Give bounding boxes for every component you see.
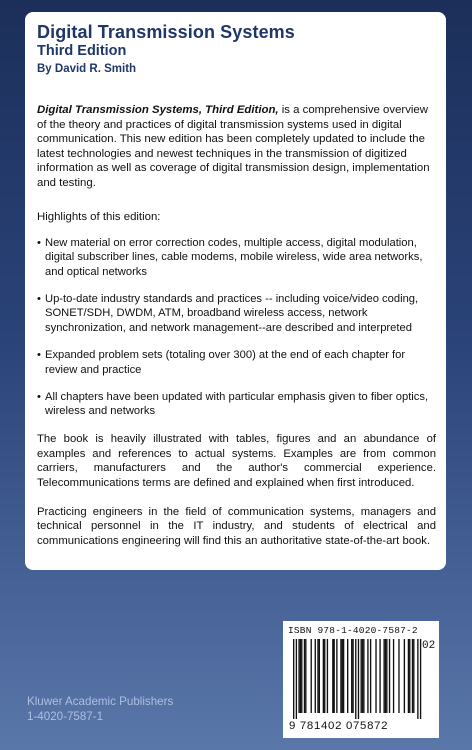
barcode-bar <box>343 639 344 713</box>
barcode-bar <box>351 639 352 713</box>
highlight-text: All chapters have been updated with particular emphasis given to fiber optics, wireless and networks <box>45 391 429 418</box>
highlight-text: New material on error correction codes, multiple access, digital modulation, digital subscriber lines, cable modems, mobile wireless, wide area networks, and optical networks <box>45 237 423 278</box>
barcode-bar <box>296 639 297 719</box>
illustrated-paragraph: The book is heavily illustrated with tables, figures and an abundance of examples and references to actual systems. Examples are from common carriers, manufacturers and the author's commercial experience. Telecommunications terms are defined and explained when first introduced. <box>37 433 436 489</box>
barcode-bar <box>409 639 410 713</box>
barcode <box>283 621 439 738</box>
barcode-bar <box>389 639 390 713</box>
highlights-list <box>37 236 436 419</box>
intro-paragraph <box>37 103 436 191</box>
barcode-bars-icon <box>283 639 439 721</box>
barcode-addon: 02 <box>422 640 436 652</box>
list-item <box>37 390 436 418</box>
barcode-bar <box>305 639 306 713</box>
barcode-bar <box>347 639 348 713</box>
bullet-icon: • <box>37 237 41 250</box>
barcode-bar <box>379 639 380 713</box>
barcode-bar <box>298 639 299 713</box>
publisher-isbn: 1-4020-7587-1 <box>27 710 104 723</box>
highlights-heading: Highlights of this edition: <box>37 210 161 223</box>
description-panel <box>25 12 446 570</box>
barcode-bar <box>393 639 394 713</box>
barcode-bar <box>386 639 387 713</box>
barcode-bar <box>336 639 337 713</box>
barcode-bar <box>301 639 302 713</box>
barcode-bar <box>352 639 353 713</box>
barcode-bar <box>304 639 305 713</box>
barcode-bar <box>340 639 341 713</box>
barcode-bar <box>408 639 409 713</box>
bullet-icon: • <box>37 293 41 306</box>
publisher-block <box>27 694 173 724</box>
barcode-bar <box>370 639 371 713</box>
bullet-icon: • <box>37 349 41 362</box>
book-author: By David R. Smith <box>37 63 137 75</box>
intro-rest: is a comprehensive overview of the theory and practices of digital transmission systems used in digital communication. This new edition has been completely updated to include the latest technologies and newest techniques in the transmission of digitized information as well as coverage of digital transmission design, implementation and testing. <box>37 104 430 189</box>
highlight-text: Expanded problem sets (totaling over 300) at the end of each chapter for review and practice <box>45 349 406 376</box>
barcode-bar <box>362 639 363 713</box>
barcode-bar <box>315 639 316 713</box>
barcode-bar <box>412 639 413 713</box>
book-edition: Third Edition <box>37 43 127 59</box>
barcode-bar <box>367 639 368 713</box>
list-item <box>37 348 436 376</box>
barcode-bar <box>363 639 364 713</box>
intro-lead: Digital Transmission Systems, Third Edition, <box>37 104 279 116</box>
list-item <box>37 236 436 279</box>
barcode-bar <box>342 639 343 713</box>
barcode-bar <box>398 639 399 713</box>
publisher-name: Kluwer Academic Publishers <box>27 695 174 708</box>
barcode-bar <box>334 639 335 713</box>
barcode-bar <box>385 639 386 713</box>
barcode-digits: 9 781402 075872 <box>289 720 389 732</box>
barcode-bar <box>404 639 405 713</box>
barcode-bar <box>375 639 376 713</box>
bullet-icon: • <box>37 391 41 404</box>
barcode-bar <box>413 639 414 713</box>
barcode-bar <box>293 639 294 719</box>
isbn-label: ISBN 978-1-4020-7587-2 <box>288 625 418 636</box>
barcode-bar <box>327 639 328 713</box>
barcode-bar <box>319 639 320 713</box>
barcode-bar <box>317 639 318 713</box>
barcode-bar <box>311 639 312 713</box>
barcode-bar <box>361 639 362 713</box>
barcode-bar <box>355 639 356 719</box>
barcode-bar <box>332 639 333 713</box>
barcode-bar <box>323 639 324 713</box>
highlight-text: Up-to-date industry standards and practices -- including voice/video coding, SONET/SDH, DWDM, ATM, broadband wireless access, network synchronization, and network management--are described and interpreted <box>45 293 419 334</box>
barcode-bar <box>417 639 418 719</box>
audience-paragraph: Practicing engineers in the field of communication systems, managers and technical personnel in the IT industry, and students of electrical and communications engineering will find this an authoritative state-of-the-art book. <box>37 505 436 547</box>
barcode-bar <box>324 639 325 713</box>
barcode-bar <box>300 639 301 713</box>
list-item <box>37 292 436 335</box>
barcode-bar <box>358 639 359 719</box>
book-title: Digital Transmission Systems <box>37 22 295 42</box>
barcode-bar <box>383 639 384 713</box>
